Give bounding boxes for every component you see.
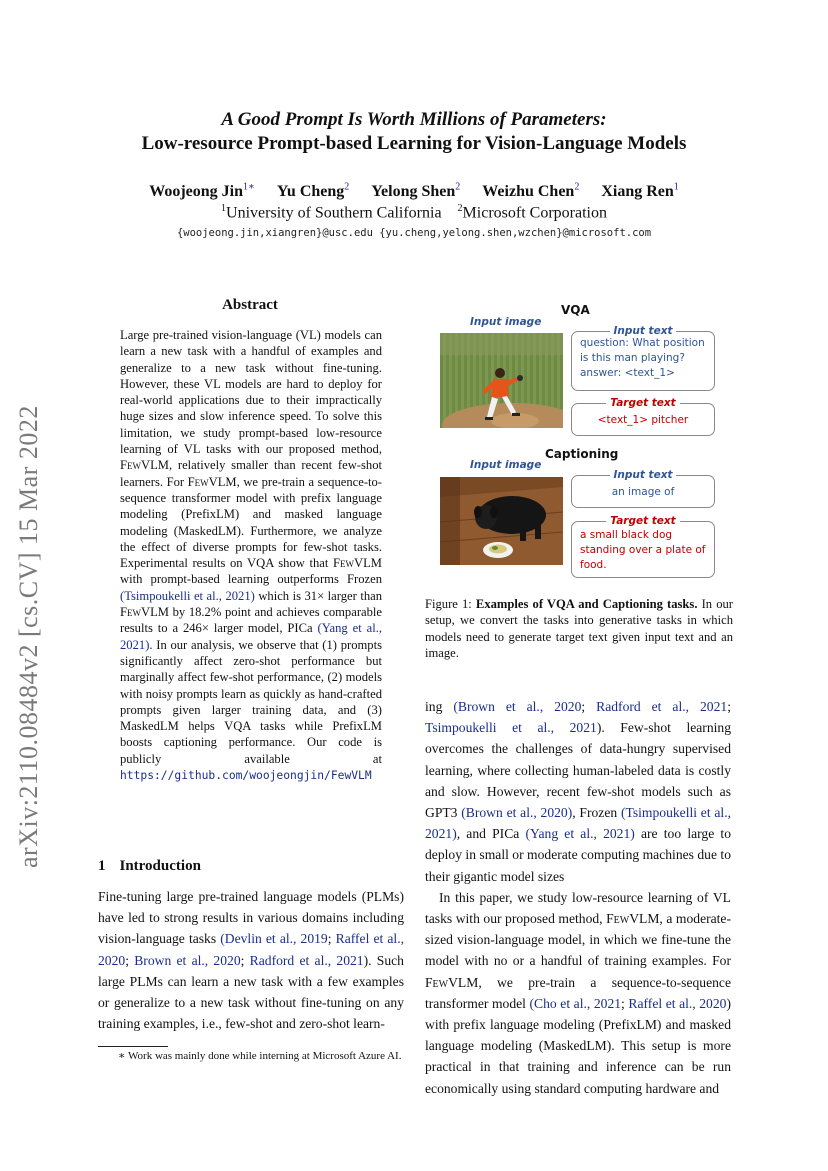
- citation-link[interactable]: (Yang et al., 2021): [525, 826, 635, 842]
- citation-link[interactable]: (Tsimpoukelli et al., 2021): [425, 805, 731, 842]
- figure-caption: Figure 1: Examples of VQA and Captioning tasks. In our setup, we convert the tasks into generative tasks in which models need to generate target text given input text and an image.: [425, 597, 733, 660]
- arxiv-identifier: arXiv:2110.08484v2 [cs.CV] 15 Mar 2022: [14, 405, 43, 868]
- citation-link[interactable]: (Cho et al., 2021: [529, 995, 622, 1011]
- citation-link[interactable]: Radford et al., 2021: [249, 952, 364, 968]
- captioning-input-legend: Input text: [610, 469, 677, 481]
- abstract-heading: Abstract: [222, 297, 278, 313]
- author: Weizhu Chen$^2$: [482, 182, 580, 201]
- paragraph: ing (Brown et al., 2020; Radford et al., 2021; Tsimpoukelli et al., 2021). Few-shot learning overcomes the challenges of data-hungry supervised learning, where collecting human-labeled data is costly and slow. However, recent few-shot models such as GPT3 (Brown et al., 2020), Frozen (Tsimpoukelli et al., 2021), and PICa (Yang et al., 2021) are too large to deploy in small or moderate computing machines due to their gigantic model sizes: [425, 699, 731, 884]
- vqa-target-text: <text_1> pitcher: [597, 414, 689, 426]
- method-name: FewVLM: [187, 474, 237, 489]
- method-name: FewVLM: [120, 458, 169, 473]
- right-column-text: [425, 696, 731, 1099]
- citation-link[interactable]: Raffel et al., 2020: [628, 995, 727, 1011]
- input-image-label: Input image: [470, 316, 542, 328]
- figure-1: [425, 300, 731, 590]
- author: Yu Cheng$^2$: [276, 182, 350, 201]
- method-name: FewVLM: [333, 556, 382, 571]
- vqa-target-text-box: [571, 397, 715, 436]
- baseball-pitcher-photo: [440, 333, 563, 428]
- code-url-link[interactable]: https://github.com/woojeongjin/FewVLM: [120, 769, 372, 783]
- author-list: [60, 182, 768, 201]
- author-emails: {woojeong.jin,xiangren}@usc.edu {yu.cheng,yelong.shen,wzchen}@microsoft.com: [176, 227, 652, 239]
- captioning-input-text-box: [571, 469, 715, 508]
- footnote: ∗ Work was mainly done while interning at Microsoft Azure AI.: [118, 1050, 402, 1062]
- vqa-input-text-box: [571, 325, 715, 391]
- affiliations: $^1$University of Southern California $^2$Microsoft Corporation: [221, 203, 607, 222]
- vqa-input-legend: Input text: [610, 325, 677, 337]
- footnote-divider: [98, 1046, 168, 1047]
- captioning-heading: Captioning: [545, 447, 619, 461]
- citation-link[interactable]: Raffel et al., 2020: [98, 931, 405, 968]
- paragraph: In this paper, we study low-resource learning of VL tasks with our proposed method, FewVLM, a moderate-sized vision-language model, in which we fine-tune the model with no or a handful of training examples. For FewVLM, we pre-train a sequence-to-sequence transformer model (Cho et al., 2021; Raffel et al., 2020) with prefix language modeling (PrefixLM) and masked language modeling (MaskedLM). This setup is more practical in that training and inference can be run economically using standard computing hardware and: [425, 889, 731, 1096]
- paper-title: [60, 108, 768, 156]
- vqa-target-legend: Target text: [606, 397, 679, 409]
- citation-link[interactable]: Tsimpoukelli et al., 2021: [425, 720, 597, 736]
- citation-link[interactable]: (Brown et al., 2020): [461, 805, 573, 821]
- method-name: FewVLM: [606, 911, 660, 927]
- author: Xiang Ren$^1$: [601, 182, 679, 201]
- vqa-input-text: question: What position is this man playing? answer: <text_1>: [580, 337, 705, 379]
- citation-link[interactable]: (Tsimpoukelli et al., 2021): [120, 588, 255, 603]
- title-line-1: A Good Prompt Is Worth Millions of Parameters:: [221, 109, 607, 130]
- introduction-paragraph: Fine-tuning large pre-trained language models (PLMs) have led to strong results in various domains including vision-language tasks (Devlin et al., 2019; Raffel et al., 2020; Brown et al., 2020; Radford et al., 2021). Such large PLMs can learn a new task with a few examples or generalize to a new task without fine-tuning on any training examples, i.e., few-shot and zero-shot learn-: [98, 889, 405, 1032]
- title-line-2: Low-resource Prompt-based Learning for Vision-Language Models: [141, 133, 687, 154]
- captioning-target-text: a small black dog standing over a plate of food.: [580, 529, 706, 571]
- abstract-body: Large pre-trained vision-language (VL) models can learn a new task with a handful of examples and generalize to a new task without fine-tuning. However, these VL models are hard to deploy for real-world applications due to their impractically huge sizes and slow inference speed. To solve this limitation, we study prompt-based low-resource learning of VL tasks with our proposed method, FewVLM, relatively smaller than recent few-shot learners. For FewVLM, we pre-train a sequence-to-sequence transformer model with prefix language modeling (PrefixLM) and masked language modeling (MaskedLM). Furthermore, we analyze the effect of diverse prompts for few-shot tasks. Experimental results on VQA show that FewVLM with prompt-based learning outperforms Frozen (Tsimpoukelli et al., 2021) which is 31× larger than FewVLM by 18.2% point and achieves comparable results to a 246× larger model, PICa (Yang et al., 2021). In our analysis, we observe that (1) prompts significantly affect zero-shot performance but marginally affect few-shot performance, (2) models with noisy prompts learn as quickly as hand-crafted prompts given larger training data, and (3) MaskedLM helps VQA tasks while PrefixLM boosts captioning performance. Our code is publicly available at https://github.com/woojeongjin/FewVLM: [120, 328, 383, 783]
- citation-link[interactable]: Brown et al., 2020: [134, 952, 241, 968]
- citation-link[interactable]: (Brown et al., 2020: [453, 699, 582, 714]
- citation-link[interactable]: (Devlin et al., 2019: [220, 931, 328, 947]
- captioning-target-text-box: [571, 515, 715, 578]
- captioning-target-legend: Target text: [606, 515, 679, 527]
- citation-link[interactable]: (Yang et al., 2021): [120, 621, 383, 652]
- method-name: FewVLM: [425, 974, 479, 990]
- black-dog-photo: [440, 477, 563, 565]
- citation-link[interactable]: Radford et al., 2021: [596, 699, 728, 714]
- section-heading-introduction: 1 Introduction: [98, 858, 201, 874]
- vqa-heading: VQA: [561, 303, 590, 317]
- method-name: FewVLM: [120, 605, 169, 620]
- captioning-input-text: an image of: [611, 486, 675, 498]
- author: Yelong Shen$^2$: [371, 182, 461, 201]
- input-image-label: Input image: [470, 459, 542, 471]
- author: Woojeong Jin$^{1∗}$: [149, 182, 255, 201]
